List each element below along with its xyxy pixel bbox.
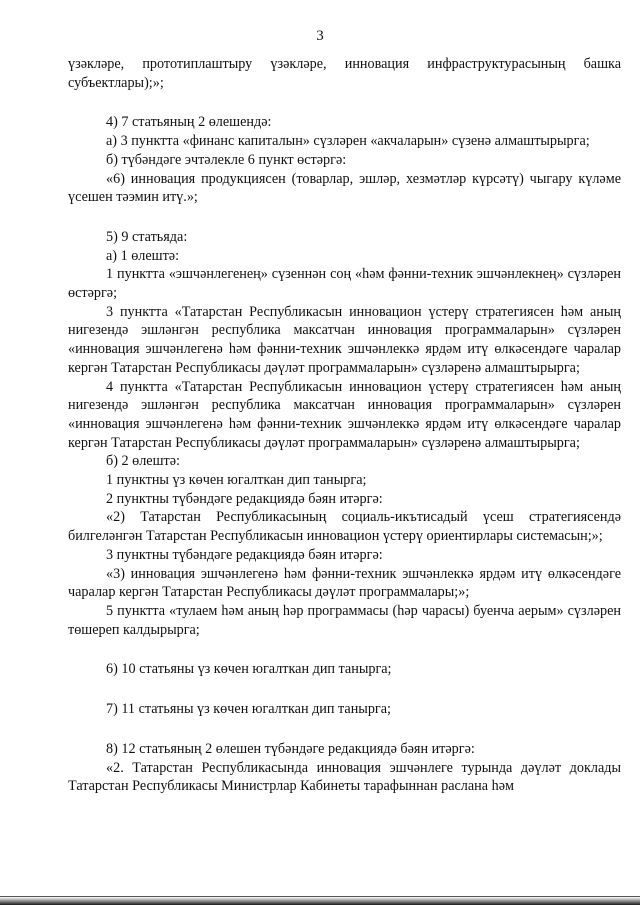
paragraph-11: б) 2 өлештә: — [106, 453, 180, 470]
paragraph-6: 5) 9 статьяда: — [106, 228, 188, 245]
paragraph-4: б) түбәндәге эчтәлекле 6 пункт өстәргә: — [106, 151, 347, 168]
paragraph-9: 3 пунктта «Татарстан Республикасын инновацион үстерү стратегиясен һәм аның нигезендә эшләнгән республика максатчан инновация программаларын» сүзләрен «инновация эшчәнлегенә һәм фәнни-техник эшчәнлеккә ярдәм итү өлкәсендәге чаралар кергән Татарстан Республикасы дәүләт программаларын» сүзләренә алмаштырырга; — [68, 303, 621, 376]
paragraph-1: үзәкләре, прототиплаштыру үзәкләре, инновация инфраструктурасының башка субъектлары);»; — [68, 56, 621, 91]
paragraph-13: 2 пунктны түбәндәге редакциядә бәян итәргә: — [106, 490, 383, 507]
paragraph-7: а) 1 өлештә: — [106, 247, 180, 264]
paragraph-12: 1 пунктны үз көчен югалткан дип танырга; — [106, 472, 367, 489]
paragraph-3: а) 3 пунктта «финанс капиталын» сүзләрен «акчаларын» сүзенә алмаштырырга; — [106, 133, 590, 150]
page-number: 3 — [316, 28, 324, 44]
paragraph-16: «3) инновация эшчәнлегенә һәм фәнни-техник эшчәнлеккә ярдәм итү өлкәсендәге чаралар кергән Татарстан Республикасы дәүләт программалары;»; — [68, 565, 621, 601]
paragraph-14: «2) Татарстан Республикасының социаль-икътисадый үсеш стратегиясендә билгеләнгән Татарстан Республикасын инновацион үстерү ориентирлары системасын;»; — [68, 509, 621, 545]
paragraph-2: 4) 7 статьяның 2 өлешендә: — [106, 114, 272, 131]
paragraph-17: 5 пунктта «тулаем һәм аның һәр программасы (һәр чарасы) буенча аерым» сүзләрен төшереп калдырырга; — [68, 602, 621, 638]
paragraph-20: 8) 12 статьяның 2 өлешен түбәндәге редакциядә бәян итәргә: — [106, 740, 475, 757]
document-body — [68, 55, 621, 796]
scan-bottom-edge — [0, 897, 640, 905]
paragraph-5: «6) инновация продукциясен (товарлар, эшләр, хезмәтләр күрсәтү) чыгару күләме үсешен тәэмин итү.»; — [68, 170, 621, 206]
paragraph-18: 6) 10 статьяны үз көчен югалткан дип танырга; — [106, 661, 392, 678]
paragraph-21: «2. Татарстан Республикасында инновация эшчәнлеге турында дәүләт доклады Татарстан Республикасы Министрлар Кабинеты тарафыннан раслана һәм — [68, 759, 621, 795]
paragraph-10: 4 пунктта «Татарстан Республикасын инновацион үстерү стратегиясен һәм аның нигезендә эшләнгән республика максатчан инновация программаларын» сүзләрен «инновация эшчәнлегенә һәм фәнни-техник эшчәнлеккә ярдәм итү өлкәсендәге чаралар кергән Татарстан Республикасы дәүләт программаларын» сүзләренә алмаштырырга; — [68, 378, 621, 451]
paragraph-19: 7) 11 статьяны үз көчен югалткан дип танырга; — [106, 701, 391, 718]
paragraph-8: 1 пунктта «эшчәнлегенең» сүзеннән соң «һәм фәнни-техник эшчәнлекнең» сүзләрен өстәргә; — [68, 266, 621, 302]
paragraph-15: 3 пунктны түбәндәге редакциядә бәян итәргә: — [106, 546, 383, 563]
